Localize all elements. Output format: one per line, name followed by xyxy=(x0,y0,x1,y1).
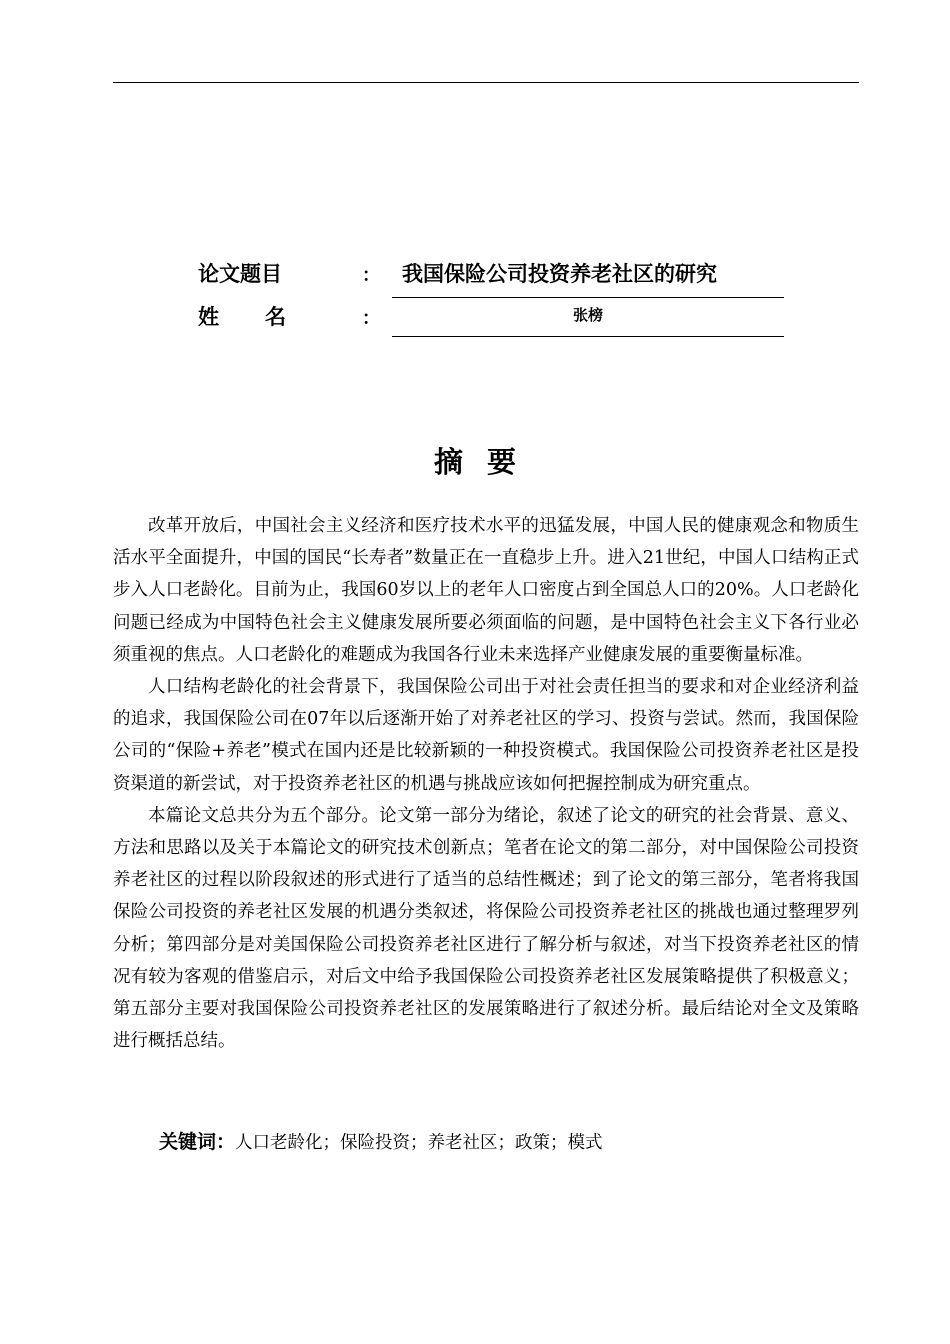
abstract-paragraph: 人口结构老龄化的社会背景下，我国保险公司出于对社会责任担当的要求和对企业经济利益的追求，我国保险公司在07年以后逐渐开始了对养老社区的学习、投资与尝试。然而，我国保险公司的“保险+养老”模式在国内还是比较新颖的一种投资模式。我国保险公司投资养老社区是投资渠道的新尝试，对于投资养老社区的机遇与挑战应该如何把握控制成为研究重点。 xyxy=(113,677,859,794)
author-name-value: 张榜 xyxy=(572,306,603,324)
keywords-value: 人口老龄化；保险投资；养老社区；政策；模式 xyxy=(235,1133,603,1153)
abstract-body xyxy=(113,510,859,1057)
thesis-title-value: 我国保险公司投资养老社区的研究 xyxy=(402,262,717,286)
keywords-line xyxy=(159,1127,603,1158)
author-name-colon: ： xyxy=(362,308,380,329)
thesis-title-label: 论文题目 xyxy=(198,262,282,286)
header-rule xyxy=(113,82,859,83)
thesis-title-colon: ： xyxy=(362,265,380,286)
thesis-title-underline xyxy=(392,297,784,298)
abstract-paragraph: 改革开放后，中国社会主义经济和医疗技术水平的迅猛发展，中国人民的健康观念和物质生活水平全面提升，中国的国民“长寿者”数量正在一直稳步上升。进入21世纪，中国人口结构正式步入人口老龄化。目前为止，我国60岁以上的老年人口密度占到全国总人口的20%。人口老龄化问题已经成为中国特色社会主义健康发展所要必须面临的问题，是中国特色社会主义下各行业必须重视的焦点。人口老龄化的难题成为我国各行业未来选择产业健康发展的重要衡量标准。 xyxy=(113,516,859,665)
author-name-label: 姓名 xyxy=(198,305,332,329)
keywords-label: 关键词： xyxy=(159,1131,236,1153)
abstract-heading: 摘要 xyxy=(433,445,540,479)
author-name-underline xyxy=(392,336,784,337)
abstract-paragraph: 本篇论文总共分为五个部分。论文第一部分为绪论，叙述了论文的研究的社会背景、意义、方法和思路以及关于本篇论文的研究技术创新点；笔者在论文的第二部分，对中国保险公司投资养老社区的过程以阶段叙述的形式进行了适当的总结性概述；到了论文的第三部分，笔者将我国保险公司投资的养老社区发展的机遇分类叙述，将保险公司投资养老社区的挑战也通过整理罗列分析；第四部分是对美国保险公司投资养老社区进行了解分析与叙述，对当下投资养老社区的情况有较为客观的借鉴启示，对后文中给予我国保险公司投资养老社区发展策略提供了积极意义；第五部分主要对我国保险公司投资养老社区的发展策略进行了叙述分析。最后结论对全文及策略进行概括总结。 xyxy=(113,805,859,1052)
